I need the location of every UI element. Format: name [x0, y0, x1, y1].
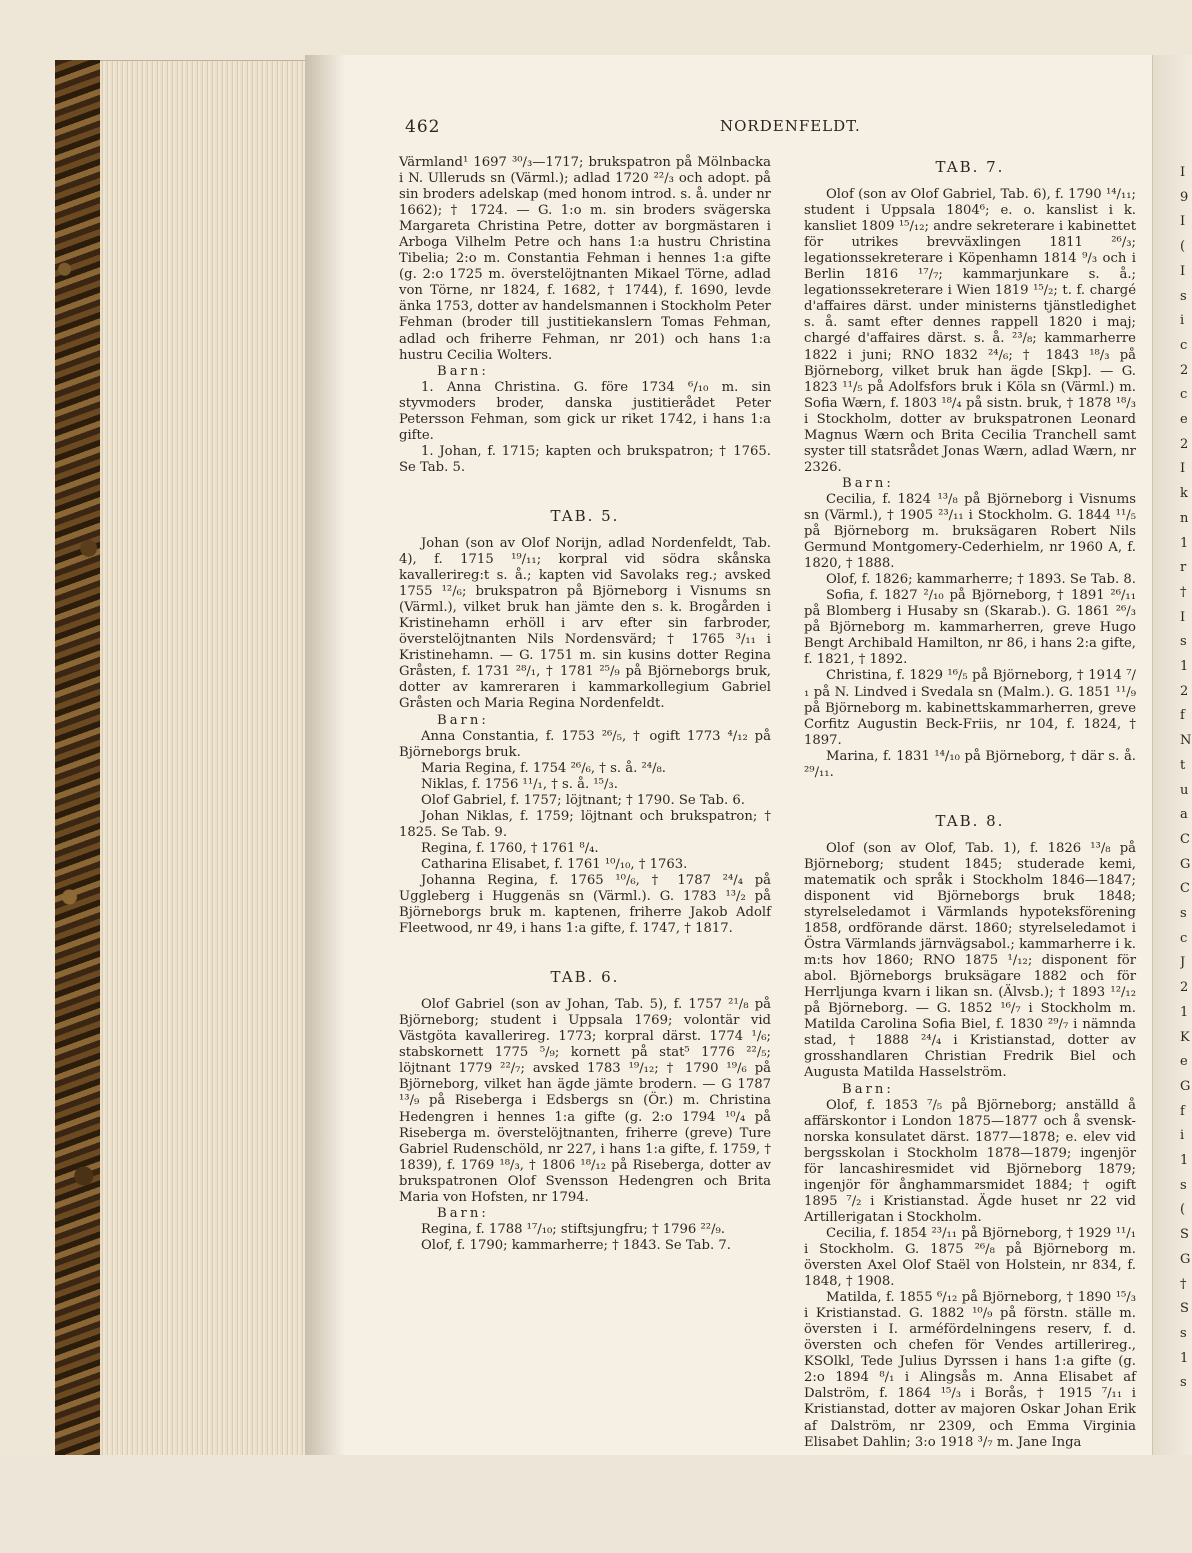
edge-fragment: †	[1180, 1276, 1187, 1292]
child-entry: Johan Niklas, f. 1759; löjtnant och brukspatron; † 1825. Se Tab. 9.	[399, 808, 771, 840]
edge-fragment: †	[1180, 584, 1187, 600]
child-entry: Olof, f. 1853 ⁷/₅ på Björneborg; anställd å affärskontor i London 1875—1877 och å svensk-norska konsulatet därst. 1877—1878; e. elev vid bergsskolan i Stockholm 1878—1879; ingenjör för lancashiresmidet vid Björneborg 1879; ingenjör för ånghammarsmidet 1884; † ogift 1895 ⁷/₂ i Kristianstad. Ägde huset nr 22 vid Artillerigatan i Stockholm.	[804, 1097, 1136, 1225]
child-entry: Catharina Elisabet, f. 1761 ¹⁰/₁₀, † 1763.	[421, 856, 688, 872]
tab-heading: TAB. 6.	[550, 968, 620, 987]
child-entry: Regina, f. 1788 ¹⁷/₁₀; stiftsjungfru; † 1796 ²²/₉.	[421, 1221, 726, 1237]
edge-fragment: s	[1180, 1375, 1187, 1391]
edge-fragment: 1	[1180, 1153, 1189, 1168]
edge-fragment: K	[1180, 1029, 1190, 1045]
child-entry: Olof, f. 1826; kammarherre; † 1893. Se Tab. 8.	[826, 572, 1136, 588]
paragraph: Olof Gabriel (son av Johan, Tab. 5), f. 1757 ²¹/₈ på Björneborg; student i Uppsala 1769; volontär vid Västgöta kavallerireg. 1773; korpral därst. 1774 ¹/₆; stabskornett 1775 ⁵/₉; kornett på stat⁵ 1776 ²²/₅; löjtnant 1779 ²²/₇; avsked 1783 ¹⁹/₁₂; † 1790 ¹⁹/₆ på Björneborg, vilket han ägde jämte brodern. — G 1787 ¹³/₉ på Riseberga i Edsbergs sn (Ör.) m. Christina Hedengren i hennes 1:a gifte (g. 2:o 1794 ¹⁰/₄ på Riseberga m. överstelöjtnanten, friherre (greve) Ture Gabriel Rudenschöld, nr 227, i hans 1:a gifte, f. 1759, † 1839), f. 1769 ¹⁸/₃, † 1806 ¹⁸/₁₂ på Riseberga, dotter av brukspatronen Olof Svensson Hedengren och Brita Maria von Hofsten, nr 1794.	[399, 997, 771, 1205]
edge-fragment: t	[1180, 757, 1186, 773]
child-entry: 1. Anna Christina. G. före 1734 ⁶/₁₀ m. sin styvmoders broder, danska justitierådet Peter Petersson Fehman, som gick ur riket 1742, i hans 1:a gifte.	[399, 379, 771, 443]
background-band	[0, 1455, 1192, 1553]
edge-fragment: I	[1180, 461, 1186, 477]
edge-fragment: 1	[1180, 659, 1189, 674]
edge-fragment: c	[1180, 387, 1188, 403]
book-cover	[55, 60, 105, 1455]
edge-fragment: S	[1180, 1227, 1189, 1243]
page-edges	[100, 60, 305, 1456]
edge-fragment: 2	[1180, 362, 1189, 378]
edge-fragment: I	[1180, 263, 1186, 279]
edge-fragment: n	[1180, 510, 1189, 526]
edge-fragment: s	[1180, 906, 1187, 921]
edge-fragment: C	[1180, 881, 1190, 897]
edge-fragment: s	[1180, 1177, 1187, 1193]
child-entry: Johanna Regina, f. 1765 ¹⁰/₆, † 1787 ²⁴/₄ på Uggleberg i Huggenäs sn (Värml.). G. 1783 ¹³/₂ på Björneborgs bruk m. kaptenen, friherre Jakob Adolf Fleetwood, nr 49, i hans 1:a gifte, f. 1747, † 1817.	[399, 872, 771, 937]
edge-fragment: s	[1180, 1325, 1187, 1341]
edge-fragment: a	[1180, 807, 1188, 823]
edge-fragment: 2	[1180, 436, 1189, 452]
child-entry: Anna Constantia, f. 1753 ²⁶/₅, † ogift 1773 ⁴/₁₂ på Björneborgs bruk.	[399, 728, 771, 760]
edge-fragment: C	[1180, 831, 1190, 847]
edge-fragment: I	[1180, 214, 1186, 230]
paragraph: Olof (son av Olof, Tab. 1), f. 1826 ¹³/₈ på Björneborg; student 1845; studerade kemi, matematik och språk i Stockholm 1846—1847; disponent vid Björneborgs bruk 1848; styrelseledamot i Värmlands hypoteksförening 1858, ordförande därst. 1860; styrelseledamot i Östra Värmlands järnvägsabol.; kammarherre i k. m:ts hov 1860; RNO 1875 ¹/₁₂; disponent för abol. Björneborgs bruksägare 1882 och för Herrljunga kvarn i likan sn. (Älvsb.); † 1893 ¹²/₁₂ på Björneborg. — G. 1852 ¹⁶/₇ i Stockholm m. Matilda Carolina Sofia Biel, f. 1830 ²⁹/₇ i nämnda stad, † 1888 ²⁴/₄ i Kristianstad, dotter av grosshandlaren Christian Fredrik Biel och Augusta Matilda Hasselström.	[804, 840, 1136, 1081]
edge-fragment: N	[1180, 733, 1192, 749]
edge-fragment: s	[1180, 288, 1187, 304]
barn-heading: Barn:	[437, 1205, 489, 1221]
child-entry: Cecilia, f. 1824 ¹³/₈ på Björneborg i Visnums sn (Värml.), † 1905 ²³/₁₁ i Stockholm. G. 1844 ¹¹/₅ på Björneborg m. bruksägaren Robert Nils Germund Montgomery-Cederhielm, nr 1960 A, f. 1820, † 1888.	[804, 491, 1136, 572]
paragraph: Olof (son av Olof Gabriel, Tab. 6), f. 1790 ¹⁴/₁₁; student i Uppsala 1804⁶; e. o. kanslist i k. kansliet 1809 ¹⁵/₁₂; andre sekreterare i kabinettet för utrikes brevväxlingen 1811 ²⁶/₃; legationssekreterare i Köpenhamn 1814 ⁹/₃ och i Berlin 1816 ¹⁷/₇; kammarjunkare s. å.; legationssekreterare i Wien 1819 ¹⁵/₂; t. f. chargé d'affaires därst. under ministerns tjänstledighet s. å. samt efter dennes rappell 1820 i maj; chargé d'affaires därst. s. å. ²³/₈; kammarherre 1822 i juni; RNO 1832 ²⁴/₆; † 1843 ¹⁸/₃ på Björneborg, vilket bruk han ägde [Skp]. — G. 1823 ¹¹/₅ på Adolfsfors bruk i Köla sn (Värml.) m. Sofia Wærn, f. 1803 ¹⁸/₄ på sistn. bruk, † 1878 ¹⁸/₃ i Stockholm, dotter av brukspatronen Leonard Magnus Wærn och Brita Cecilia Tranchell samt syster till statsrådet Jonas Wærn, adlad Wærn, nr 2326.	[804, 187, 1136, 475]
edge-fragment: G	[1180, 1078, 1191, 1094]
edge-fragment: 2	[1180, 683, 1189, 699]
edge-fragment: I	[1180, 609, 1186, 625]
edge-fragment: r	[1180, 560, 1187, 576]
left-column	[399, 155, 771, 1254]
edge-fragment: s	[1180, 634, 1187, 650]
edge-fragment: G	[1180, 1251, 1191, 1267]
edge-fragment: e	[1180, 1054, 1188, 1070]
edge-fragment: S	[1180, 1301, 1189, 1317]
edge-fragment: e	[1180, 412, 1188, 427]
barn-heading: Barn:	[437, 363, 489, 379]
child-entry: Maria Regina, f. 1754 ²⁶/₆, † s. å. ²⁴/₈.	[421, 760, 666, 776]
page-title: NORDENFELDT.	[720, 117, 861, 135]
edge-fragment: c	[1180, 337, 1188, 353]
edge-fragment: 1	[1180, 1350, 1189, 1366]
gutter-shadow	[305, 55, 345, 1455]
edge-fragment: f	[1180, 708, 1185, 724]
child-entry: Marina, f. 1831 ¹⁴/₁₀ på Björneborg, † där s. å. ²⁹/₁₁.	[804, 748, 1136, 780]
right-column	[804, 155, 1136, 1451]
child-entry: Matilda, f. 1855 ⁶/₁₂ på Björneborg, † 1890 ¹⁵/₃ i Kristianstad. G. 1882 ¹⁰/₉ på förstn. ställe m. översten i I. arméfördelningens reserv, f. d. översten och chefen för Vendes artillerireg., KSOlkl, Tede Julius Dyrssen i hans 1:a gifte (g. 2:o 1894 ⁸/₁ i Alingsås m. Anna Elisabet af Dalström, f. 1864 ¹⁵/₃ i Borås, † 1915 ⁷/₁₁ i Kristianstad, dotter av majoren Oskar Johan Erik af Dalström, nr 2309, och Emma Virginia Elisabet Dahlin; 3:o 1918 ³/₇ m. Jane Inga	[804, 1290, 1136, 1450]
edge-fragment: I	[1180, 165, 1186, 180]
tab-heading: TAB. 8.	[935, 811, 1005, 830]
barn-heading: Barn:	[842, 475, 894, 491]
paragraph: Värmland¹ 1697 ³⁰/₃—1717; brukspatron på Mölnbacka i N. Ulleruds sn (Värml.); adlad 1720 ²²/₃ och adopt. på sin broders adelskap (med honom introd. s. å. under nr 1662); † 1724. — G. 1:o m. sin broders svägerska Margareta Christina Petre, dotter av borgmästaren i Arboga Vilhelm Petre och hans 1:a hustru Christina Tibelia; 2:o m. Constantia Fehman i hennes 1:a gifte (g. 2:o 1725 m. överstelöjtnanten Mikael Törne, adlad von Törne, nr 1824, f. 1682, † 1744), f. 1690, levde änka 1753, dotter av handelsmannen i Stockholm Peter Fehman (broder till justitiekanslern Tomas Fehman, adlad och friherre Fehman, nr 201) och hans 1:a hustru Cecilia Wolters.	[399, 155, 771, 363]
edge-fragment: 1	[1180, 535, 1189, 551]
edge-fragment: (	[1180, 239, 1186, 255]
child-entry: Niklas, f. 1756 ¹¹/₁, † s. å. ¹⁵/₃.	[421, 776, 618, 792]
child-entry: Olof, f. 1790; kammarherre; † 1843. Se Tab. 7.	[421, 1237, 731, 1253]
tab-heading: TAB. 7.	[935, 158, 1005, 176]
barn-heading: Barn:	[437, 712, 489, 728]
edge-fragment: 1	[1180, 1004, 1189, 1020]
paragraph: Johan (son av Olof Norijn, adlad Nordenfeldt, Tab. 4), f. 1715 ¹⁹/₁₁; korpral vid södra skånska kavallerireg:t s. å.; kapten vid Savolaks reg.; avsked 1755 ¹²/₆; brukspatron på Björneborg i Visnums sn (Värml.), vilket bruk han jämte den s. k. Brogården i Kristinehamn erhöll i arv efter sin farbroder, överstelöjtnanten Nils Nordensvärd; † 1765 ³/₁₁ i Kristinehamn. — G. 1751 m. sin kusins dotter Regina Gråsten, f. 1731 ²⁸/₁, † 1781 ²⁵/₉ på Björneborgs bruk, dotter av kamreraren i kammarkollegium Gabriel Gråsten och Maria Regina Nordenfeldt.	[399, 535, 771, 712]
edge-fragment: i	[1180, 313, 1185, 329]
edge-fragment: u	[1180, 782, 1189, 798]
child-entry: Regina, f. 1760, † 1761 ⁸/₄.	[421, 840, 599, 856]
edge-fragment: G	[1180, 856, 1191, 872]
child-entry: Sofia, f. 1827 ²/₁₀ på Björneborg, † 1891 ²⁶/₁₁ på Blomberg i Husaby sn (Skarab.). G. 1861 ²⁶/₃ på Björneborg m. kammarherren, greve Hugo Bengt Archibald Hamilton, nr 86, i hans 2:a gifte, f. 1821, † 1892.	[804, 588, 1136, 668]
page-number: 462	[405, 117, 441, 137]
child-entry: Christina, f. 1829 ¹⁶/₅ på Björneborg, † 1914 ⁷/₁ på N. Lindved i Svedala sn (Malm.). G. 1851 ¹¹/₉ på Björneborg m. kabinettskammarherren, greve Corfitz Augustin Beck-Friis, nr 104, f. 1824, † 1897.	[804, 668, 1136, 748]
barn-heading: Barn:	[842, 1081, 894, 1097]
tab-heading: TAB. 5.	[550, 506, 620, 525]
edge-fragment: (	[1180, 1202, 1186, 1218]
edge-fragment: f	[1180, 1103, 1185, 1119]
edge-fragment: 2	[1180, 980, 1189, 996]
child-entry: Cecilia, f. 1854 ²³/₁₁ på Björneborg, † 1929 ¹¹/₁ i Stockholm. G. 1875 ²⁶/₈ på Björneborg m. översten Axel Olof Staël von Holstein, nr 834, f. 1848, † 1908.	[804, 1225, 1136, 1290]
child-entry: Olof Gabriel, f. 1757; löjtnant; † 1790. Se Tab. 6.	[421, 792, 745, 808]
child-entry: 1. Johan, f. 1715; kapten och brukspatron; † 1765. Se Tab. 5.	[399, 443, 771, 475]
edge-fragment: c	[1180, 930, 1188, 946]
edge-fragment: 9	[1180, 189, 1189, 205]
edge-fragment: J	[1180, 955, 1186, 971]
edge-fragment: k	[1180, 486, 1188, 502]
edge-fragment: i	[1180, 1128, 1185, 1144]
